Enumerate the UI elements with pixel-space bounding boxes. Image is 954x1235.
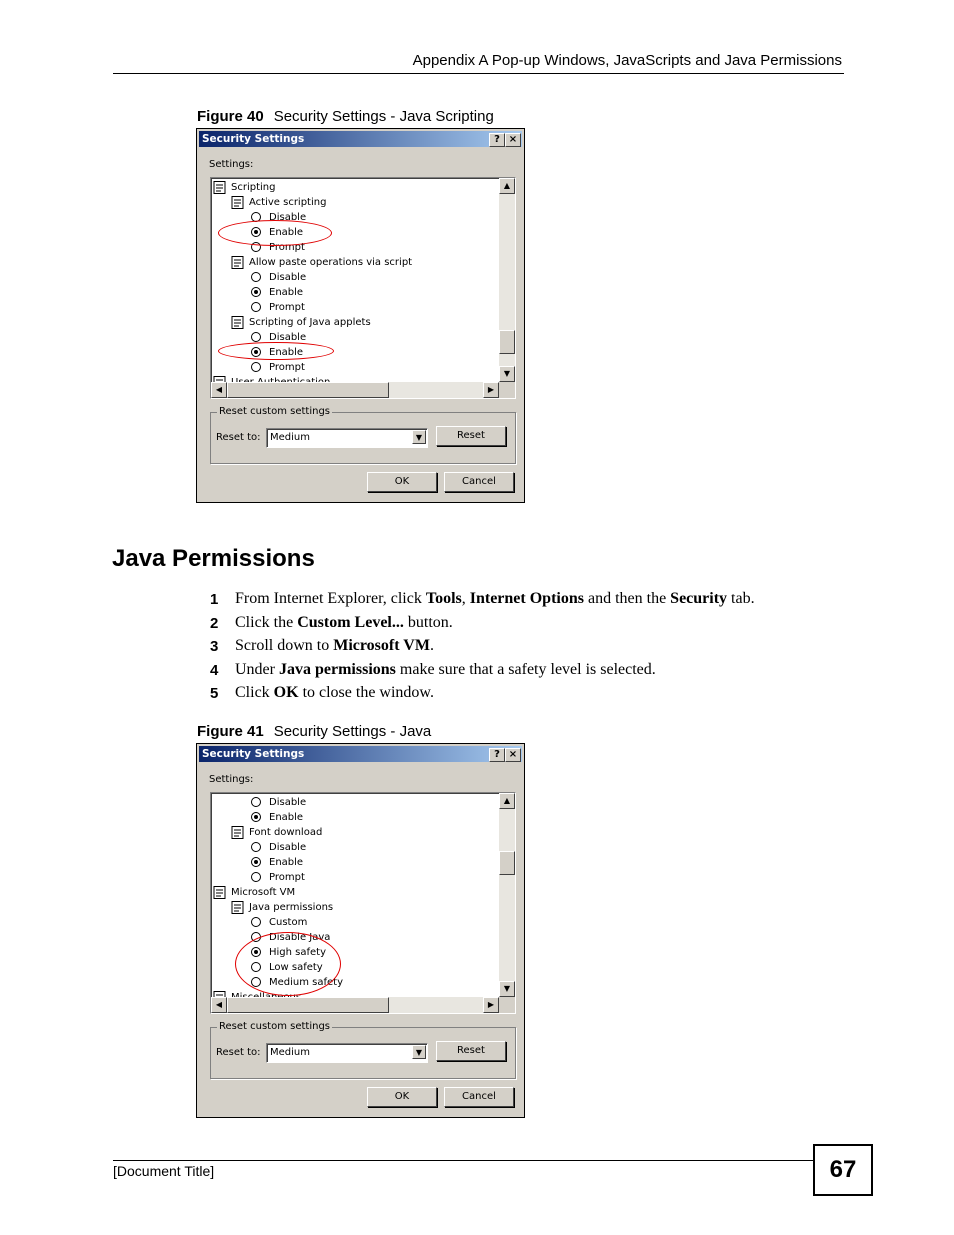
tree-row-label: Enable bbox=[269, 227, 304, 238]
tree-row-label: Prompt bbox=[269, 872, 305, 883]
header-rule bbox=[113, 73, 844, 74]
tree-setting bbox=[231, 900, 333, 915]
scroll-thumb[interactable] bbox=[499, 330, 515, 354]
scroll-down-icon[interactable]: ▼ bbox=[499, 366, 515, 382]
tree-row-label: Enable bbox=[269, 812, 304, 823]
radio-button[interactable] bbox=[251, 227, 261, 237]
figure-label: Figure 40 bbox=[197, 108, 264, 125]
radio-option[interactable] bbox=[251, 300, 305, 315]
section-heading: Java Permissions bbox=[112, 545, 315, 572]
reset-level-select[interactable] bbox=[266, 428, 428, 448]
reset-level-select[interactable] bbox=[266, 1043, 428, 1063]
ok-button[interactable]: OK bbox=[367, 1087, 437, 1107]
step-item bbox=[210, 684, 850, 708]
scroll-down-icon[interactable]: ▼ bbox=[499, 981, 515, 997]
page-number: 67 bbox=[813, 1144, 873, 1196]
horizontal-scrollbar[interactable] bbox=[211, 997, 499, 1013]
settings-page-icon bbox=[231, 196, 245, 209]
reset-group-label: Reset custom settings bbox=[219, 406, 330, 417]
tree-setting bbox=[231, 315, 371, 330]
dialog-title: Security Settings bbox=[202, 748, 305, 760]
tree-category bbox=[213, 180, 275, 195]
tree-row-label: Prompt bbox=[269, 242, 305, 253]
settings-page-icon bbox=[231, 316, 245, 329]
scroll-left-icon[interactable]: ◀ bbox=[211, 382, 227, 398]
settings-page-icon bbox=[213, 886, 227, 899]
radio-option[interactable] bbox=[251, 360, 305, 375]
reset-level-value: Medium bbox=[270, 432, 310, 443]
radio-button[interactable] bbox=[251, 962, 261, 972]
tree-row-label: Microsoft VM bbox=[231, 887, 296, 898]
step-number: 4 bbox=[210, 661, 219, 679]
dialog-titlebar bbox=[199, 131, 522, 147]
reset-button[interactable]: Reset bbox=[436, 1041, 506, 1061]
radio-button[interactable] bbox=[251, 797, 261, 807]
tree-row-label: Prompt bbox=[269, 302, 305, 313]
tree-row-label: Medium safety bbox=[269, 977, 344, 988]
radio-option[interactable] bbox=[251, 795, 306, 810]
footer-document-title: [Document Title] bbox=[113, 1163, 215, 1179]
reset-group bbox=[210, 1021, 516, 1079]
radio-button[interactable] bbox=[251, 857, 261, 867]
radio-option[interactable] bbox=[251, 330, 306, 345]
radio-option[interactable] bbox=[251, 960, 323, 975]
tree-row-label: Enable bbox=[269, 287, 304, 298]
radio-option[interactable] bbox=[251, 975, 343, 990]
settings-label: Settings: bbox=[209, 774, 254, 785]
vertical-scrollbar[interactable] bbox=[499, 178, 515, 382]
radio-option[interactable] bbox=[251, 240, 305, 255]
reset-to-label: Reset to: bbox=[216, 432, 261, 443]
settings-page-icon bbox=[231, 256, 245, 269]
scroll-left-icon[interactable]: ◀ bbox=[211, 997, 227, 1013]
tree-row-label: Disable bbox=[269, 212, 307, 223]
security-settings-dialog-java bbox=[196, 743, 525, 1118]
step-number: 3 bbox=[210, 638, 219, 655]
dialog-titlebar bbox=[199, 746, 522, 762]
settings-page-icon bbox=[213, 181, 227, 194]
radio-button[interactable] bbox=[251, 287, 261, 297]
tree-category bbox=[213, 885, 295, 900]
tree-row-label: Enable bbox=[269, 347, 304, 358]
radio-button[interactable] bbox=[251, 812, 261, 822]
tree-row-label: Disable bbox=[269, 272, 307, 283]
close-button[interactable]: × bbox=[505, 748, 521, 762]
reset-button[interactable]: Reset bbox=[436, 426, 506, 446]
step-text: Click OK to close the window. bbox=[235, 684, 434, 701]
security-settings-dialog-scripting bbox=[196, 128, 525, 503]
step-item bbox=[210, 614, 850, 638]
running-header: Appendix A Pop-up Windows, JavaScripts and Java Permissions bbox=[412, 52, 842, 69]
reset-to-label: Reset to: bbox=[216, 1047, 261, 1058]
step-item bbox=[210, 637, 850, 661]
radio-option[interactable] bbox=[251, 270, 306, 285]
step-number: 1 bbox=[210, 591, 219, 608]
scroll-thumb-horizontal[interactable] bbox=[227, 997, 389, 1013]
reset-group bbox=[210, 406, 516, 464]
radio-button[interactable] bbox=[251, 842, 261, 852]
scroll-up-icon[interactable]: ▲ bbox=[499, 178, 515, 194]
help-button[interactable]: ? bbox=[489, 748, 505, 762]
tree-row-label: Allow paste operations via script bbox=[249, 257, 413, 268]
tree-row-label: Font download bbox=[249, 827, 323, 838]
tree-setting bbox=[231, 195, 326, 210]
tree-row-label: Prompt bbox=[269, 362, 305, 373]
radio-option[interactable] bbox=[251, 285, 303, 300]
scroll-thumb-horizontal[interactable] bbox=[227, 382, 389, 398]
radio-button[interactable] bbox=[251, 302, 261, 312]
figure-41-caption bbox=[197, 723, 431, 740]
scroll-up-icon[interactable]: ▲ bbox=[499, 793, 515, 809]
radio-button[interactable] bbox=[251, 932, 261, 942]
settings-tree[interactable] bbox=[210, 177, 516, 399]
radio-button[interactable] bbox=[251, 272, 261, 282]
chevron-down-icon[interactable]: ▼ bbox=[412, 1045, 426, 1059]
vertical-scrollbar[interactable] bbox=[499, 793, 515, 997]
radio-button[interactable] bbox=[251, 212, 261, 222]
radio-button[interactable] bbox=[251, 242, 261, 252]
tree-row-label: Disable bbox=[269, 842, 307, 853]
tree-row-label: Disable bbox=[269, 797, 307, 808]
step-item bbox=[210, 661, 850, 685]
steps-list bbox=[210, 590, 850, 708]
cancel-button[interactable]: Cancel bbox=[444, 472, 514, 492]
radio-button[interactable] bbox=[251, 362, 261, 372]
tree-row-label: High safety bbox=[269, 947, 327, 958]
tree-row-label: Custom bbox=[269, 917, 308, 928]
figure-label: Figure 41 bbox=[197, 723, 264, 740]
radio-button[interactable] bbox=[251, 947, 261, 957]
radio-button[interactable] bbox=[251, 977, 261, 987]
reset-level-value: Medium bbox=[270, 1047, 310, 1058]
radio-option[interactable] bbox=[251, 945, 326, 960]
step-item bbox=[210, 590, 850, 614]
radio-option[interactable] bbox=[251, 930, 330, 945]
step-text: Click the Custom Level... button. bbox=[235, 613, 453, 631]
reset-group-label: Reset custom settings bbox=[219, 1021, 330, 1032]
radio-option[interactable] bbox=[251, 345, 303, 360]
dialog-title: Security Settings bbox=[202, 133, 305, 145]
tree-setting bbox=[231, 825, 322, 840]
step-number: 5 bbox=[210, 685, 219, 702]
radio-option[interactable] bbox=[251, 870, 305, 885]
figure-caption-text: Security Settings - Java bbox=[273, 723, 432, 740]
settings-page-icon bbox=[231, 826, 245, 839]
settings-page-icon bbox=[231, 901, 245, 914]
radio-button[interactable] bbox=[251, 917, 261, 927]
tree-row-label: Low safety bbox=[269, 962, 323, 973]
radio-button[interactable] bbox=[251, 347, 261, 357]
settings-label: Settings: bbox=[209, 159, 254, 170]
radio-option[interactable] bbox=[251, 810, 303, 825]
scroll-right-icon[interactable]: ▶ bbox=[483, 997, 499, 1013]
scroll-corner bbox=[499, 382, 515, 398]
step-number: 2 bbox=[210, 614, 219, 632]
horizontal-scrollbar[interactable] bbox=[211, 382, 499, 398]
tree-row-label: Java permissions bbox=[249, 902, 334, 913]
tree-row-label: Disable bbox=[269, 332, 307, 343]
step-text: From Internet Explorer, click Tools, Internet Options and then the Security tab. bbox=[235, 590, 755, 607]
tree-row-label: Enable bbox=[269, 857, 304, 868]
radio-option[interactable] bbox=[251, 840, 306, 855]
scroll-right-icon[interactable]: ▶ bbox=[483, 382, 499, 398]
tree-setting bbox=[231, 255, 412, 270]
radio-button[interactable] bbox=[251, 332, 261, 342]
radio-button[interactable] bbox=[251, 872, 261, 882]
scroll-corner bbox=[499, 997, 515, 1013]
radio-option[interactable] bbox=[251, 915, 307, 930]
figure-caption-text: Security Settings - Java Scripting bbox=[273, 108, 494, 125]
radio-option[interactable] bbox=[251, 225, 303, 240]
figure-40-caption bbox=[197, 108, 494, 125]
tree-row-label: Scripting bbox=[231, 182, 276, 193]
radio-option[interactable] bbox=[251, 855, 303, 870]
tree-row-label: Scripting of Java applets bbox=[249, 317, 371, 328]
tree-row-label: Active scripting bbox=[249, 197, 327, 208]
step-text: Scroll down to Microsoft VM. bbox=[235, 637, 434, 654]
tree-row-label: Disable Java bbox=[269, 932, 331, 943]
close-button[interactable]: × bbox=[505, 133, 521, 147]
radio-option[interactable] bbox=[251, 210, 306, 225]
help-button[interactable]: ? bbox=[489, 133, 505, 147]
chevron-down-icon[interactable]: ▼ bbox=[412, 430, 426, 444]
step-text: Under Java permissions make sure that a safety level is selected. bbox=[235, 660, 656, 678]
cancel-button[interactable]: Cancel bbox=[444, 1087, 514, 1107]
ok-button[interactable]: OK bbox=[367, 472, 437, 492]
scroll-thumb[interactable] bbox=[499, 851, 515, 875]
footer-rule bbox=[113, 1160, 813, 1161]
settings-tree[interactable] bbox=[210, 792, 516, 1014]
